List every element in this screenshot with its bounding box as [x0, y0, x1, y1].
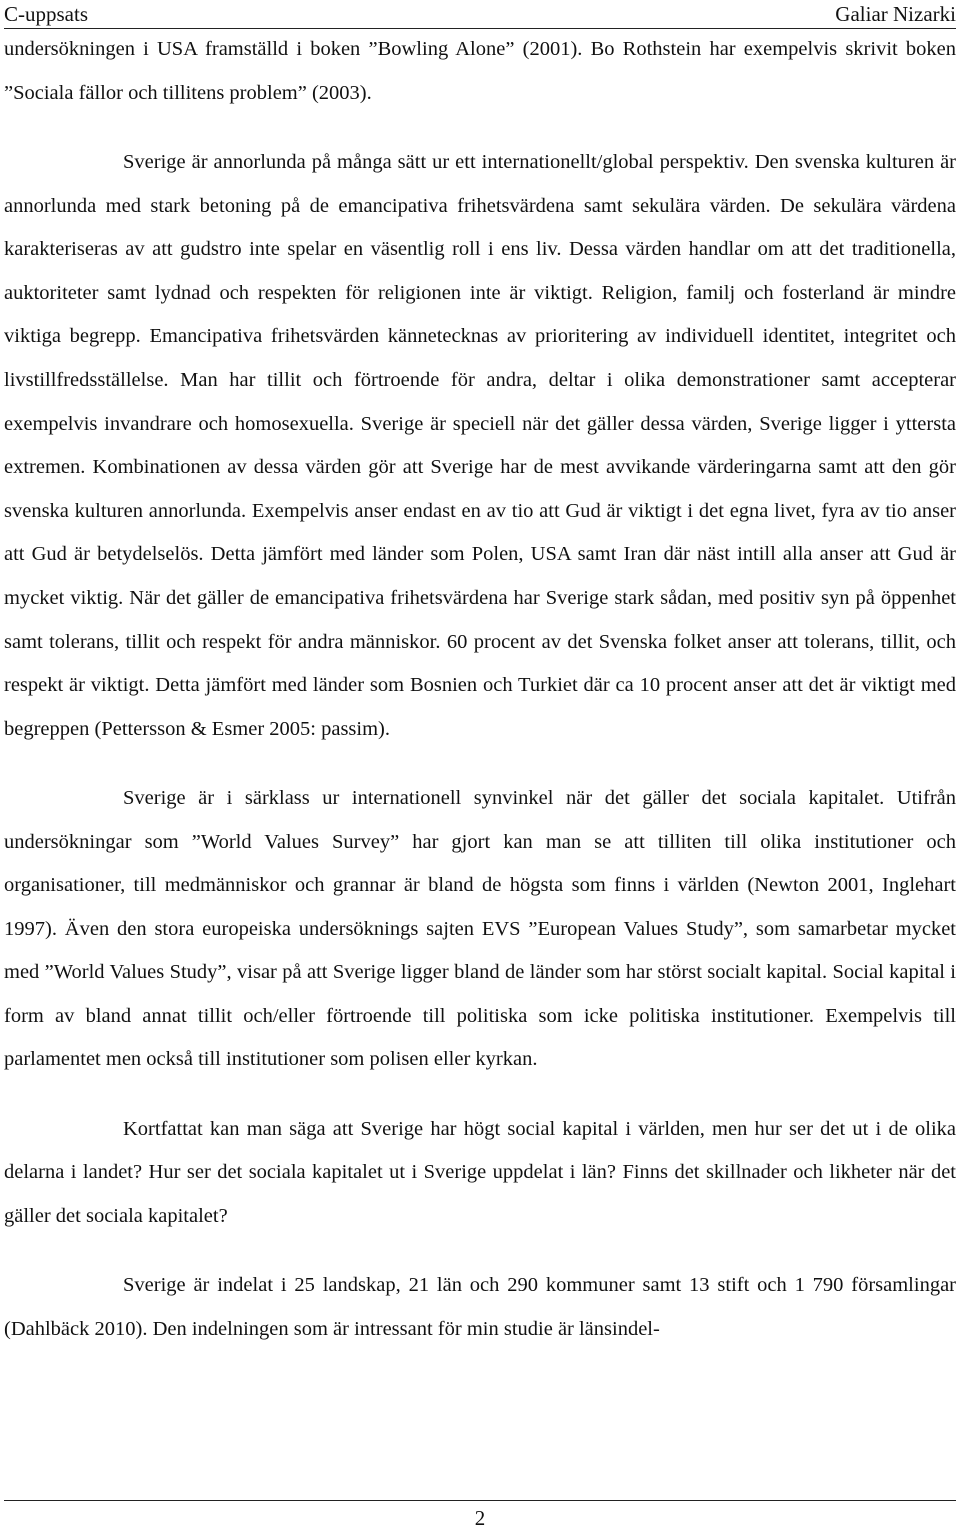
- paragraph-summary-questions: Kortfattat kan man säga att Sverige har högt social kapital i världen, men hur ser det ut i de olika delarna i landet? Hur ser det sociala kapitalet ut i Sverige uppdelat i län? Finns det skillnader och likheter när det gäller det sociala kapitalet?: [4, 1117, 956, 1227]
- paragraph-gap: [4, 751, 956, 777]
- footer-divider: [4, 1500, 956, 1501]
- paragraph-gap: [4, 1082, 956, 1108]
- paragraph-continuation: undersökningen i USA framställd i boken ”Bowling Alone” (2001). Bo Rothstein har exempelvis skrivit boken ”Sociala fällor och tillitens problem” (2003).: [4, 38, 956, 104]
- paragraph-gap: [4, 1238, 956, 1264]
- header-document-type: C-uppsats: [4, 2, 88, 26]
- paragraph-sweden-values: Sverige är annorlunda på många sätt ur ett internationellt/global perspektiv. Den svenska kulturen är annorlunda med stark betoning på de emancipativa frihetsvärdena samt sekulära värden. De sekulära värdena karakteriseras av att gudstro inte spelar en väsentlig roll i ens liv. Dessa värden handlar om att det traditionella, auktoriteter samt lydnad och respekten för religionen inte är viktigt. Religion, familj och fosterland är mindre viktiga begrepp. Emancipativa frihetsvärden kännetecknas av prioritering av individuell identitet, integritet och livstillfredsställelse. Man har tillit och förtroende för andra, deltar i olika demonstrationer samt accepterar exempelvis invandrare och homosexuella. Sverige är speciell när det gäller dessa värden, Sverige ligger i yttersta extremen. Kombinationen av dessa värden gör att Sverige har de mest avvikande värderingarna samt att den gör svenska kulturen annorlunda. Exempelvis anser endast en av tio att Gud är viktigt i det egna livet, fyra av tio anser att Gud är betydelselös. Detta jämfört med länder som Polen, USA samt Iran där näst intill alla anser att Gud är mycket viktig. När det gäller de emancipativa frihetsvärdena har Sverige stark sådan, med positiv syn på öppenhet samt tolerans, tillit och respekt för andra människor. 60 procent av det Svenska folket anser att tolerans, tillit, och respekt är viktigt. Detta jämfört med länder som Bosnien och Turkiet där ca 10 procent anser att det är viktigt med begreppen (Pettersson & Esmer 2005: passim).: [4, 151, 956, 740]
- page-body: [4, 29, 956, 1351]
- header-author: Galiar Nizarki: [835, 2, 956, 26]
- page-number: 2: [474, 1506, 486, 1530]
- paragraph-gap: [4, 115, 956, 141]
- running-header: [4, 0, 956, 28]
- paragraph-social-capital: Sverige är i särklass ur internationell synvinkel när det gäller det sociala kapitalet. Utifrån undersökningar som ”World Values Survey” har gjort kan man se att tilliten till olika institutioner och organisationer, till medmänniskor och grannar är bland de högsta som finns i världen (Newton 2001, Inglehart 1997). Även den stora europeiska undersöknings sajten EVS ”European Values Study”, som samarbetar mycket med ”World Values Study”, visar på att Sverige ligger bland de länder som har störst socialt kapital. Social kapital i form av bland annat tillit och/eller förtroende till politiska som icke politiska institutioner. Exempelvis till parlamentet men också till institutioner som polisen eller kyrkan.: [4, 787, 956, 1071]
- paragraph-administrative-division: Sverige är indelat i 25 landskap, 21 län och 290 kommuner samt 13 stift och 1 790 församlingar (Dahlbäck 2010). Den indelningen som är intressant för min studie är länsindel-: [4, 1274, 956, 1340]
